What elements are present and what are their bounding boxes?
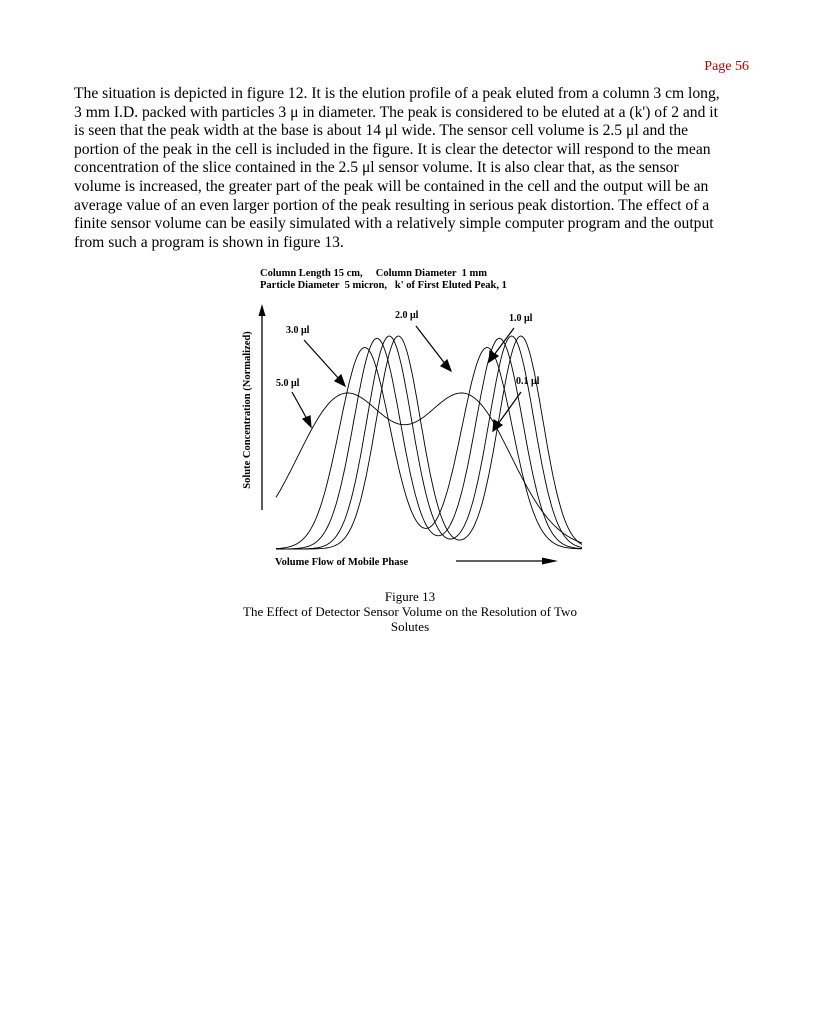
body-line: concentration of the slice contained in the 2.5 μl sensor volume. It is also clear that, as the sensor [74,159,679,177]
body-paragraph [74,85,754,252]
figure-label: Figure 13 [384,589,436,604]
body-line: The situation is depicted in figure 12. It is the elution profile of a peak eluted from a column 3 cm long, [74,85,720,102]
curve-label-2ul: 2.0 μl [395,310,419,321]
body-line: from such a program is shown in figure 13. [74,233,344,251]
body-line: volume is increased, the greater part of the peak will be contained in the cell and the output will be an [74,177,709,195]
elution-chart [236,262,596,574]
y-axis-label: Solute Concentration (Normalized) [242,331,253,489]
figure-title [200,604,620,634]
curve-group [276,336,582,549]
body-line: finite sensor volume can be easily simulated with a relatively simple computer program and the output [74,215,714,233]
chart-header-line-1: Column Length 15 cm, Column Diameter 1 mm [260,268,488,279]
pointer-2ul [416,326,446,365]
x-axis-label: Volume Flow of Mobile Phase [275,557,409,568]
body-line: is seen that the peak width at the base is about 14 μl wide. The sensor cell volume is 2.5 μl and the [74,122,689,140]
pointer-01ul [498,392,521,424]
y-axis-arrowhead [259,304,266,316]
body-line: 3 mm I.D. packed with particles 3 μ in diameter. The peak is considered to be eluted at a (k') of 2 and it [74,103,718,121]
curve-label-5ul: 5.0 μl [276,378,300,389]
pointer-2ul-head [441,360,451,371]
pointer-3ul [304,340,340,380]
curve-label-1ul: 1.0 μl [509,313,533,324]
pointer-5ul-head [303,416,311,427]
series-line-2 [276,338,582,549]
figure-title-line: Solutes [390,619,430,634]
figure-title-line: The Effect of Detector Sensor Volume on the Resolution of Two [243,604,577,619]
page-number: Page 56 [704,59,749,74]
chart-header-line-2: Particle Diameter 5 micron, k' of First Eluted Peak, 1 [260,280,507,291]
curve-label-01ul: 0.1 μl [516,376,540,387]
pointer-1ul [494,328,514,355]
series-line-1 [276,336,582,549]
pointer-5ul [292,392,307,419]
pointer-arrows [292,326,521,431]
x-axis-arrowhead [542,558,558,565]
curve-label-3ul: 3.0 μl [286,325,310,336]
body-line: portion of the peak in the cell is included in the figure. It is clear the detector will respond to the mean [74,140,711,158]
series-line-0 [276,336,582,549]
body-line: average value of an even larger portion of the peak resulting in serious peak distortion. The effect of a [74,196,710,214]
